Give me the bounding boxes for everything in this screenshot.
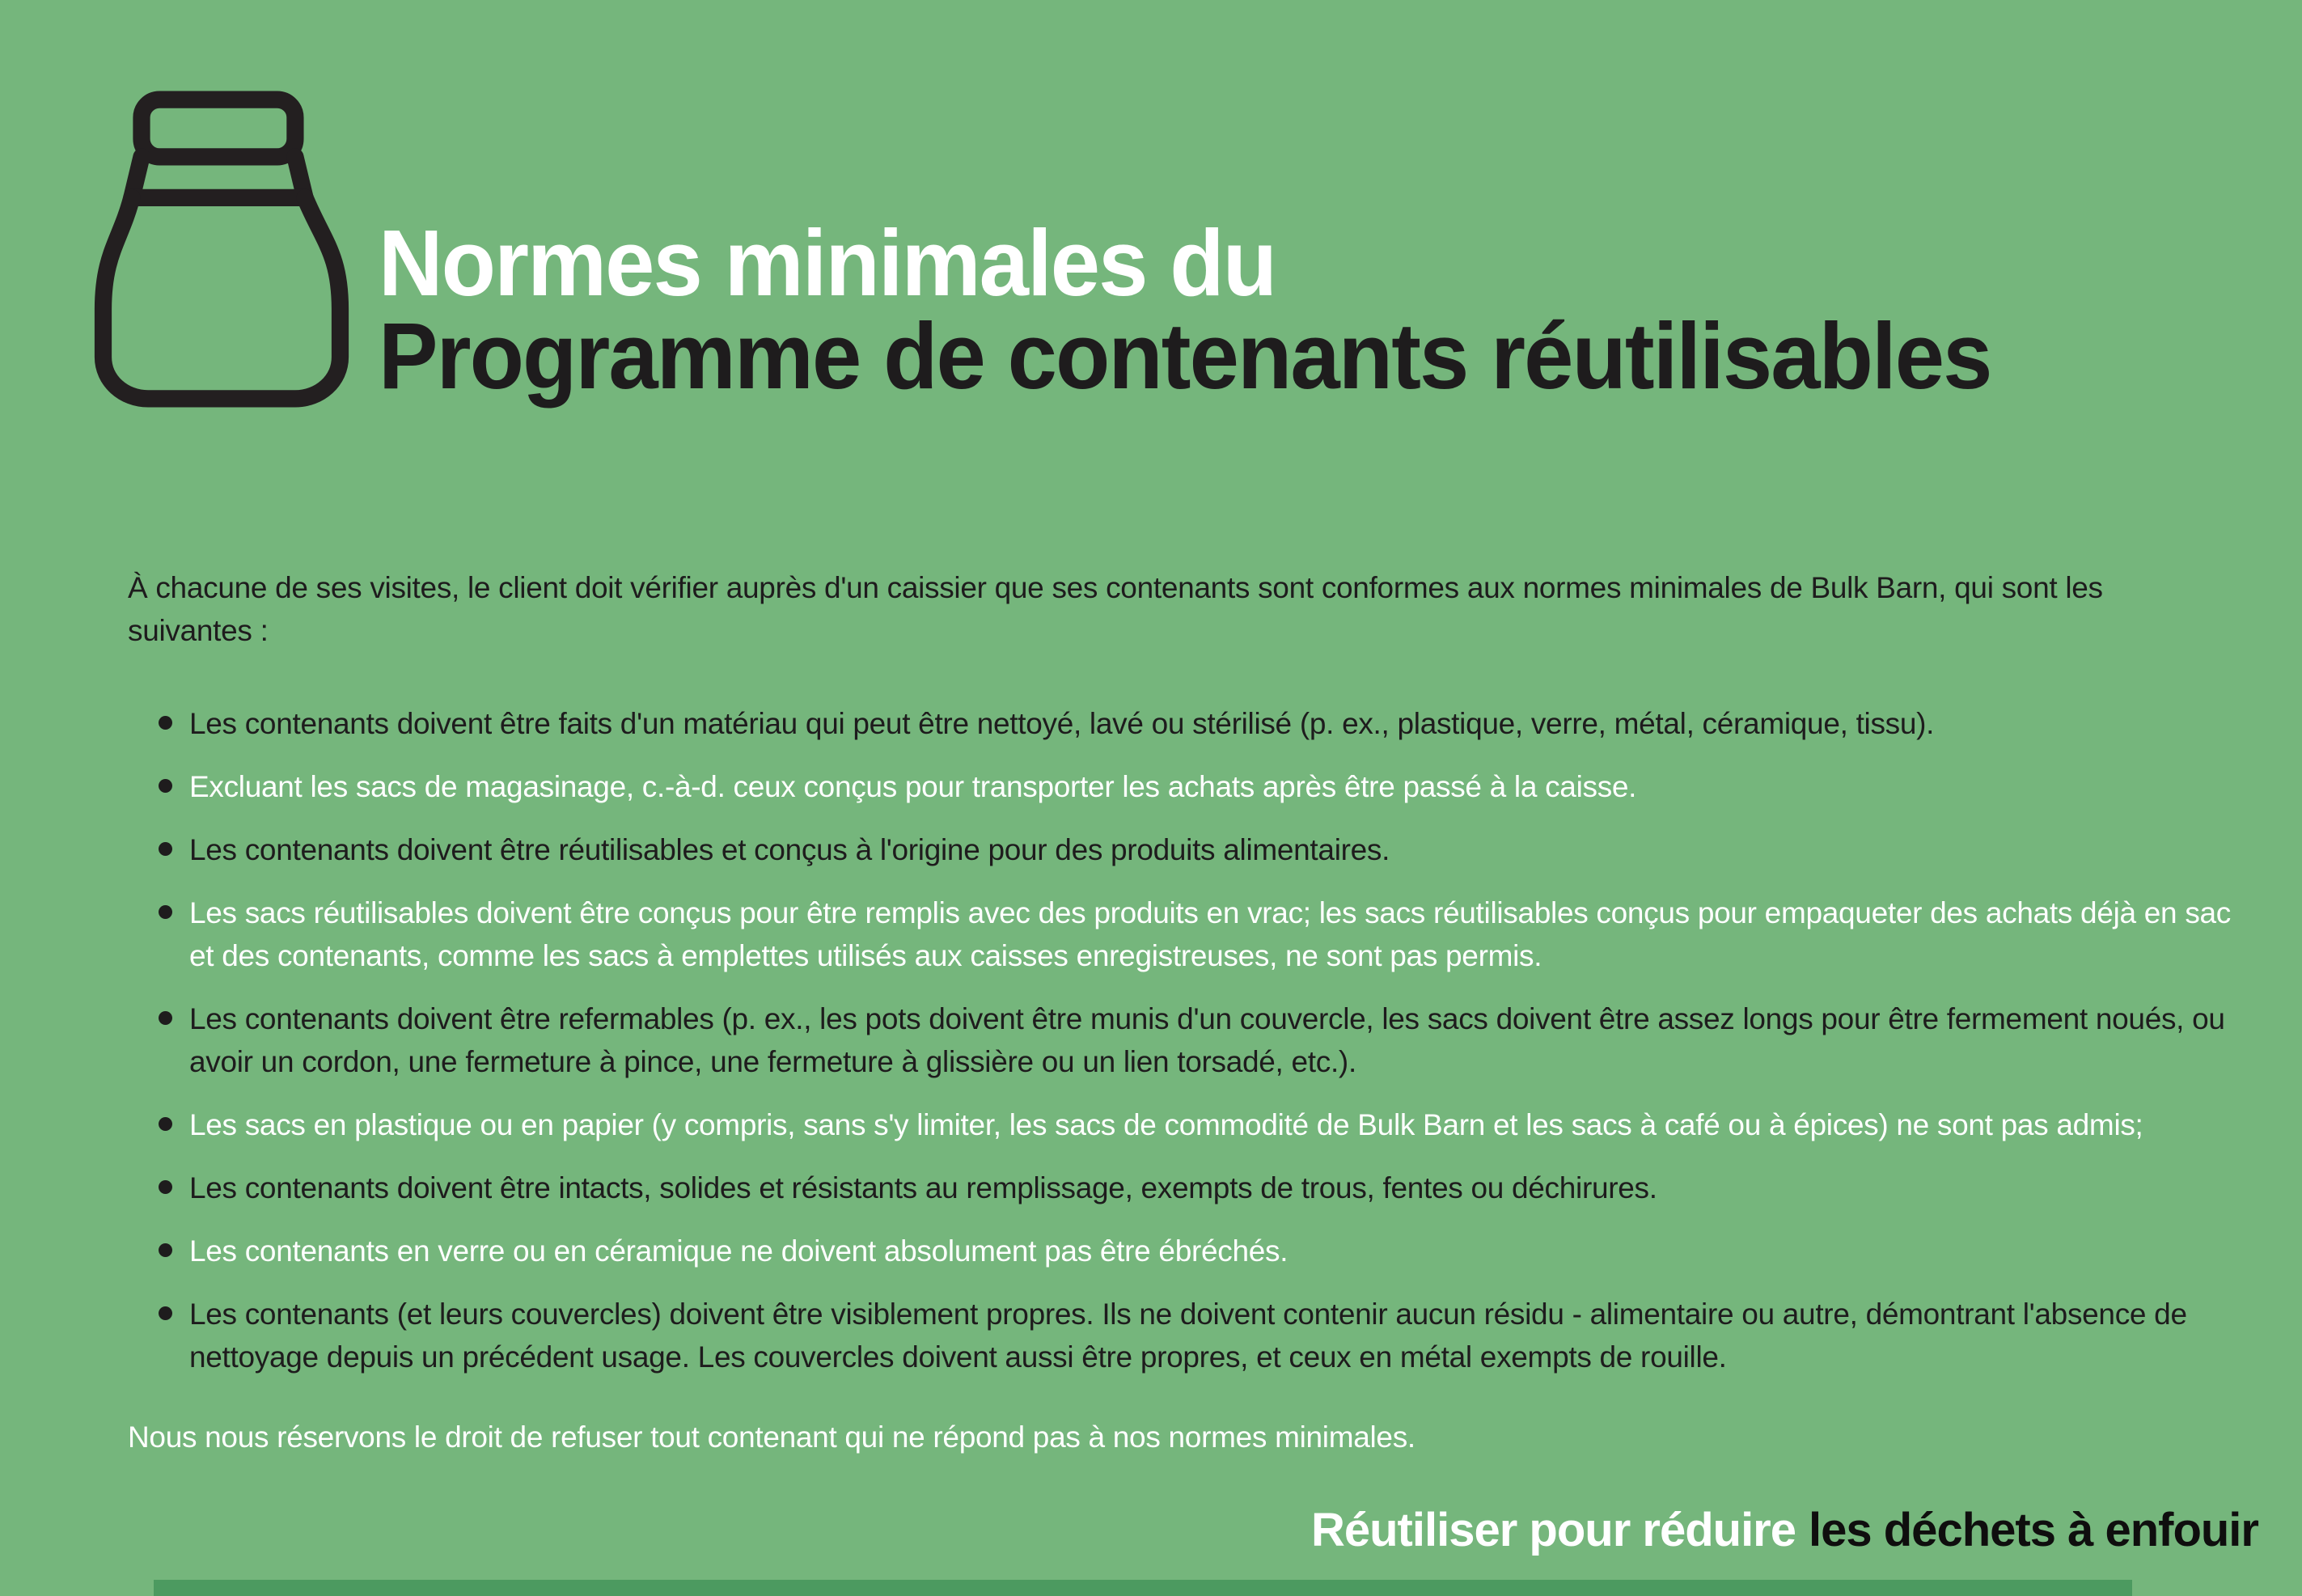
list-item xyxy=(128,702,2231,745)
standards-list xyxy=(128,702,2231,1378)
title-line-2: Programme de contenants réutilisables xyxy=(379,303,1991,409)
title-line-1: Normes minimales du xyxy=(379,210,1276,315)
list-item-text: Les contenants doivent être faits d'un matériau qui peut être nettoyé, lavé ou stérilisé (p. ex., plastique, verre, métal, céramique, tissu). xyxy=(189,707,1935,740)
list-item-text: Excluant les sacs de magasinage, c.-à-d. ceux conçus pour transporter les achats après être passé à la caisse. xyxy=(189,770,1637,803)
list-item-text: Les sacs en plastique ou en papier (y compris, sans s'y limiter, les sacs de commodité de Bulk Barn et les sacs à café ou à épices) ne sont pas admis; xyxy=(189,1108,2143,1141)
tagline-light-part: Réutiliser pour réduire xyxy=(1310,1504,1796,1556)
list-item xyxy=(128,891,2231,977)
list-item xyxy=(128,765,2231,808)
intro-paragraph: À chacune de ses visites, le client doit vérifier auprès d'un caissier que ses contenants sont conformes aux normes minimales de Bulk Barn, qui sont les suivantes : xyxy=(128,571,2103,647)
list-item-text: Les contenants (et leurs couvercles) doivent être visiblement propres. Ils ne doivent contenir aucun résidu - alimentaire ou autre, démontrant l'absence de nettoyage depuis un précédent usage. Les couvercles doivent aussi être propres, et ceux en métal exempts de rouille. xyxy=(189,1298,2187,1374)
list-item xyxy=(128,1166,2231,1209)
list-item xyxy=(128,1103,2231,1146)
list-item-text: Les contenants en verre ou en céramique ne doivent absolument pas être ébréchés. xyxy=(189,1234,1289,1268)
tagline-dark-part: les déchets à enfouir xyxy=(1809,1504,2258,1556)
list-item-text: Les contenants doivent être intacts, solides et résistants au remplissage, exempts de trous, fentes ou déchirures. xyxy=(189,1171,1657,1204)
list-item-text: Les contenants doivent être refermables (p. ex., les pots doivent être munis d'un couvercle, les sacs doivent être assez longs pour être fermement noués, ou avoir un cordon, une fermeture à pince, une fermeture à glissière ou un lien torsadé, etc.). xyxy=(189,1002,2225,1078)
standards-content xyxy=(128,566,2231,1458)
list-item xyxy=(128,997,2231,1083)
footer-bar xyxy=(154,1580,2132,1596)
list-item xyxy=(128,1293,2231,1378)
list-item-text: Les sacs réutilisables doivent être conçus pour être remplis avec des produits en vrac; les sacs réutilisables conçus pour empaqueter des achats déjà en sac et des contenants, comme les sacs à emplettes utilisés aux caisses enregistreuses, ne sont pas permis. xyxy=(189,896,2231,972)
list-item xyxy=(128,828,2231,871)
closing-statement: Nous nous réservons le droit de refuser tout contenant qui ne répond pas à nos normes minimales. xyxy=(128,1420,1415,1454)
tagline xyxy=(1311,1503,2258,1557)
list-item xyxy=(128,1230,2231,1272)
page-title xyxy=(379,210,2076,409)
jar-icon xyxy=(94,91,349,408)
list-item-text: Les contenants doivent être réutilisables et conçus à l'origine pour des produits alimentaires. xyxy=(189,833,1390,866)
